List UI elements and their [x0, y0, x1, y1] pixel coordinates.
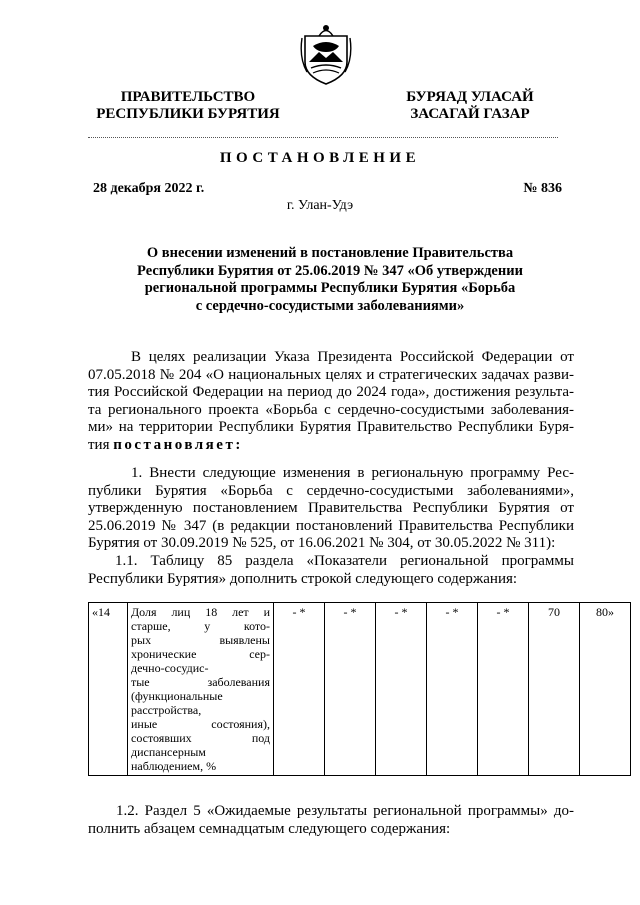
cell-line: иные состояния), [131, 717, 270, 731]
value-cell: - * [274, 603, 325, 776]
cell-line: дечно-сосудис- [131, 661, 209, 675]
paragraph-line: 07.05.2018 № 204 «О национальных целях и стратегических задачах разви- [88, 366, 574, 383]
cell-line: состоявших под [131, 731, 270, 745]
title-line: Республики Бурятия от 25.06.2019 № 347 «Об утверждении [137, 262, 523, 279]
document-date: 28 декабря 2022 г. [93, 181, 205, 196]
government-name-russian [88, 89, 288, 123]
paragraph-fragment: тия [88, 436, 114, 453]
document-city: г. Улан-Удэ [286, 198, 354, 213]
paragraph-line: публики Бурятия «Борьба с сердечно-сосудистыми заболеваниями», [88, 482, 574, 499]
document-type: ПОСТАНОВЛЕНИЕ [219, 150, 421, 166]
table-row [89, 603, 631, 776]
document-number: № 836 [523, 181, 562, 196]
cell-line: диспансерным [131, 745, 206, 759]
coat-of-arms-emblem [299, 22, 353, 86]
value-cell: - * [325, 603, 376, 776]
title-line: региональной программы Республики Бурятия «Борьба [144, 280, 516, 296]
paragraph-line: Республики Бурятия» дополнить строкой следующего содержания: [88, 570, 518, 587]
cell-line: наблюдением, % [131, 759, 217, 773]
value-cell: - * [478, 603, 529, 776]
row-number-cell: «14 [89, 603, 128, 776]
paragraph-line: В целях реализации Указа Президента Российской Федерации от [131, 349, 574, 365]
cell-line: хронические сер- [131, 647, 270, 661]
document-title [110, 245, 550, 315]
paragraph-line: 1.1. Таблицу 85 раздела «Показатели региональной программы [115, 552, 574, 569]
decree-word: постановляет: [113, 436, 243, 453]
value-cell: - * [376, 603, 427, 776]
value-cell: 70 [529, 603, 580, 776]
value-cell: - * [427, 603, 478, 776]
cell-line: расстройства, [131, 703, 202, 717]
paragraph-line: та регионального проекта «Борьба с сердечно-сосудистыми заболевания- [88, 401, 574, 418]
title-line: О внесении изменений в постановление Правительства [146, 245, 514, 261]
title-line: с сердечно-сосудистыми заболеваниями» [195, 297, 465, 314]
results-paragraph [88, 803, 574, 838]
header-divider [88, 137, 558, 138]
government-name-line: РЕСПУБЛИКИ БУРЯТИЯ [96, 106, 280, 122]
paragraph-line: Бурятия от 30.09.2019 № 525, от 16.06.2021 № 304, от 30.05.2022 № 311): [88, 535, 556, 552]
preamble-paragraph [88, 349, 574, 455]
value-cell: 80» [580, 603, 631, 776]
government-name-line: ПРАВИТЕЛЬСТВО [120, 89, 256, 105]
paragraph-line: утвержденную постановлением Правительства Республики Бурятия от [88, 500, 574, 517]
cell-line: (функциональные [131, 689, 223, 703]
government-name-line: БУРЯАД УЛАСАЙ [406, 89, 534, 105]
cell-line: рых выявлены [131, 633, 270, 647]
paragraph-line: 25.06.2019 № 347 (в редакции постановлений Правительства Республики [88, 517, 574, 534]
paragraph-line [88, 437, 574, 455]
paragraph-line: 1.2. Раздел 5 «Ожидаемые результаты региональной программы» до- [116, 803, 574, 819]
cell-line: тые заболевания [131, 675, 270, 689]
indicators-table [88, 602, 631, 776]
cell-line: старше, у кото- [131, 619, 270, 633]
paragraph-line: ми» на территории Республики Бурятия Правительство Республики Буря- [88, 419, 574, 436]
indicator-name-cell [128, 603, 274, 776]
paragraph-line: полнить абзацем семнадцатым следующего содержания: [88, 820, 451, 837]
paragraph-line: 1. Внести следующие изменения в региональную программу Рес- [131, 465, 574, 481]
amendments-paragraph [88, 465, 574, 588]
cell-line: Доля лиц 18 лет и [131, 605, 270, 619]
government-name-line: ЗАСАГАЙ ГАЗАР [410, 106, 530, 122]
government-name-buryat [395, 89, 545, 123]
paragraph-line: тия Российской Федерации на период до 2024 года», достижения результа- [88, 384, 574, 401]
